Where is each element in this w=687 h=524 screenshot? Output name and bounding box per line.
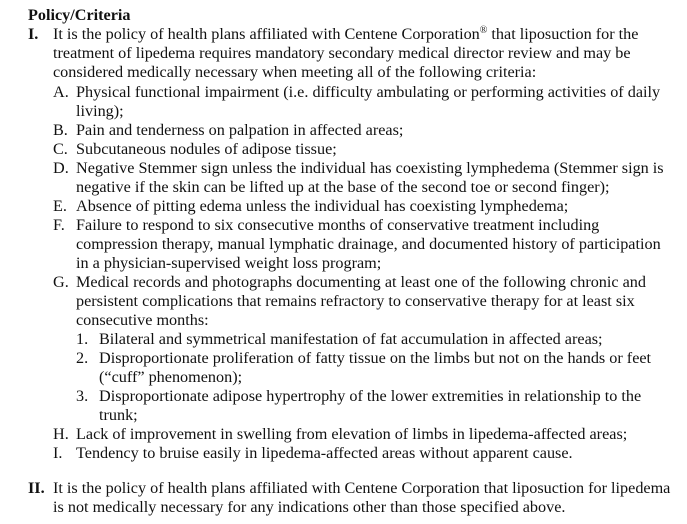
criterion-text: Physical functional impairment (i.e. difficulty ambulating or performing activities of daily living); [76,83,661,121]
criterion-label: D. [53,159,69,177]
criterion-label: H. [53,425,69,443]
criterion-label: F. [53,216,65,234]
criterion-label: C. [53,140,68,158]
sub-criterion-text: Disproportionate adipose hypertrophy of the lower extremities in relationship to the trunk; [99,387,642,425]
section-1-number: I. [28,25,39,43]
registered-mark: ® [479,25,488,36]
sub-criterion-label: 2. [76,349,89,367]
sub-criterion-label: 1. [76,330,89,348]
criterion-text: Pain and tenderness on palpation in affected areas; [76,121,404,139]
section-1-intro [53,25,673,82]
criterion-text: Failure to respond to six consecutive months of conservative treatment including compression therapy, manual lymphatic drainage, and documented history of participation in a physician-supervised weight loss program; [76,216,661,273]
section-1-intro-text-continued: that liposuction for the treatment of lipedema requires mandatory secondary medical director review and may be considered medically necessary when meeting all of the following criteria: [53,25,639,82]
criterion-label: E. [53,197,67,215]
criterion-text: Negative Stemmer sign unless the individual has coexisting lymphedema (Stemmer sign is negative if the skin can be lifted up at the base of the second toe or second finger); [76,159,664,197]
criterion-label: I. [53,444,63,462]
sub-criterion-text: Bilateral and symmetrical manifestation of fat accumulation in affected areas; [99,330,603,348]
section-1-intro-text: It is the policy of health plans affiliated with Centene Corporation [53,25,480,43]
criterion-text: Medical records and photographs documenting at least one of the following chronic and persistent complications that remains refractory to conservative therapy for at least six consecutive months: [76,273,646,330]
sub-criterion-label: 3. [76,387,89,405]
criterion-label: A. [53,83,69,101]
criterion-label: B. [53,121,68,139]
criterion-text: Lack of improvement in swelling from elevation of limbs in lipedema-affected areas; [76,425,628,443]
section-heading: Policy/Criteria [28,6,131,24]
section-2-number: II. [28,479,45,497]
section-2-text: It is the policy of health plans affiliated with Centene Corporation that liposuction for lipedema is not medically necessary for any indications other than those specified above. [53,479,671,517]
criterion-text: Absence of pitting edema unless the individual has coexisting lymphedema; [76,197,569,215]
criterion-label: G. [53,273,69,291]
sub-criterion-text: Disproportionate proliferation of fatty tissue on the limbs but not on the hands or feet (“cuff” phenomenon); [99,349,652,387]
criterion-text: Tendency to bruise easily in lipedema-affected areas without apparent cause. [76,444,573,462]
criterion-text: Subcutaneous nodules of adipose tissue; [76,140,337,158]
